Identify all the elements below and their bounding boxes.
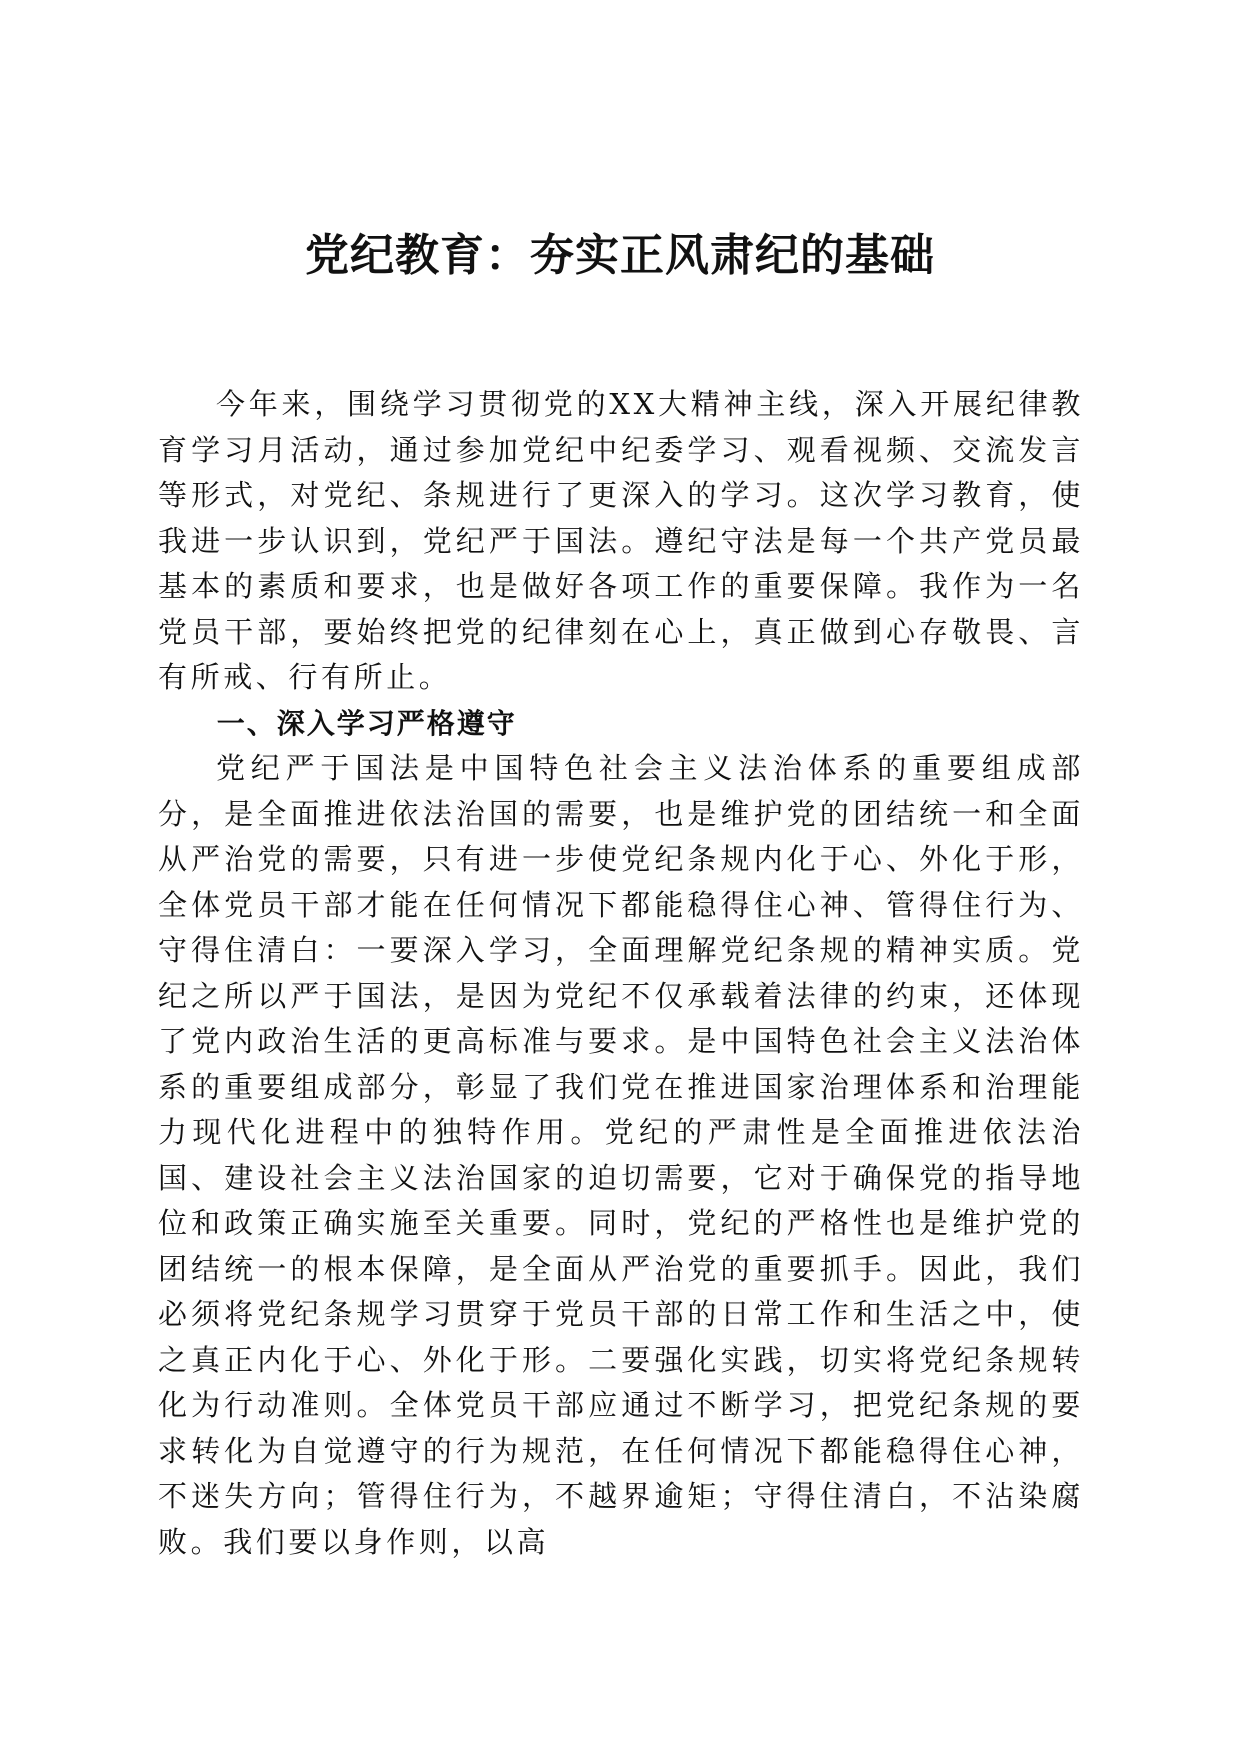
document-body	[158, 382, 1084, 1565]
document-title: 党纪教育：夯实正风肃纪的基础	[305, 230, 935, 281]
intro-paragraph: 今年来，围绕学习贯彻党的XX大精神主线，深入开展纪律教育学习月活动，通过参加党纪中纪委学习、观看视频、交流发言等形式，对党纪、条规进行了更深入的学习。这次学习教育，使我进一步认识到，党纪严于国法。遵纪守法是每一个共产党员最基本的素质和要求，也是做好各项工作的重要保障。我作为一名党员干部，要始终把党的纪律刻在心上，真正做到心存敬畏、言有所戒、行有所止。	[158, 387, 1084, 694]
section-heading: 一、深入学习严格遵守	[216, 706, 517, 740]
section-paragraph: 党纪严于国法是中国特色社会主义法治体系的重要组成部分，是全面推进依法治国的需要，也是维护党的团结统一和全面从严治党的需要，只有进一步使党纪条规内化于心、外化于形，全体党员干部才能在任何情况下都能稳得住心神、管得住行为、守得住清白：一要深入学习，全面理解党纪条规的精神实质。党纪之所以严于国法，是因为党纪不仅承载着法律的约束，还体现了党内政治生活的更高标准与要求。是中国特色社会主义法治体系的重要组成部分，彰显了我们党在推进国家治理体系和治理能力现代化进程中的独特作用。党纪的严肃性是全面推进依法治国、建设社会主义法治国家的迫切需要，它对于确保党的指导地位和政策正确实施至关重要。同时，党纪的严格性也是维护党的团结统一的根本保障，是全面从严治党的重要抓手。因此，我们必须将党纪条规学习贯穿于党员干部的日常工作和生活之中，使之真正内化于心、外化于形。二要强化实践，切实将党纪条规转化为行动准则。全体党员干部应通过不断学习，把党纪条规的要求转化为自觉遵守的行为规范，在任何情况下都能稳得住心神，不迷失方向；管得住行为，不越界逾矩；守得住清白，不沾染腐败。我们要以身作则，以高	[158, 751, 1084, 1559]
